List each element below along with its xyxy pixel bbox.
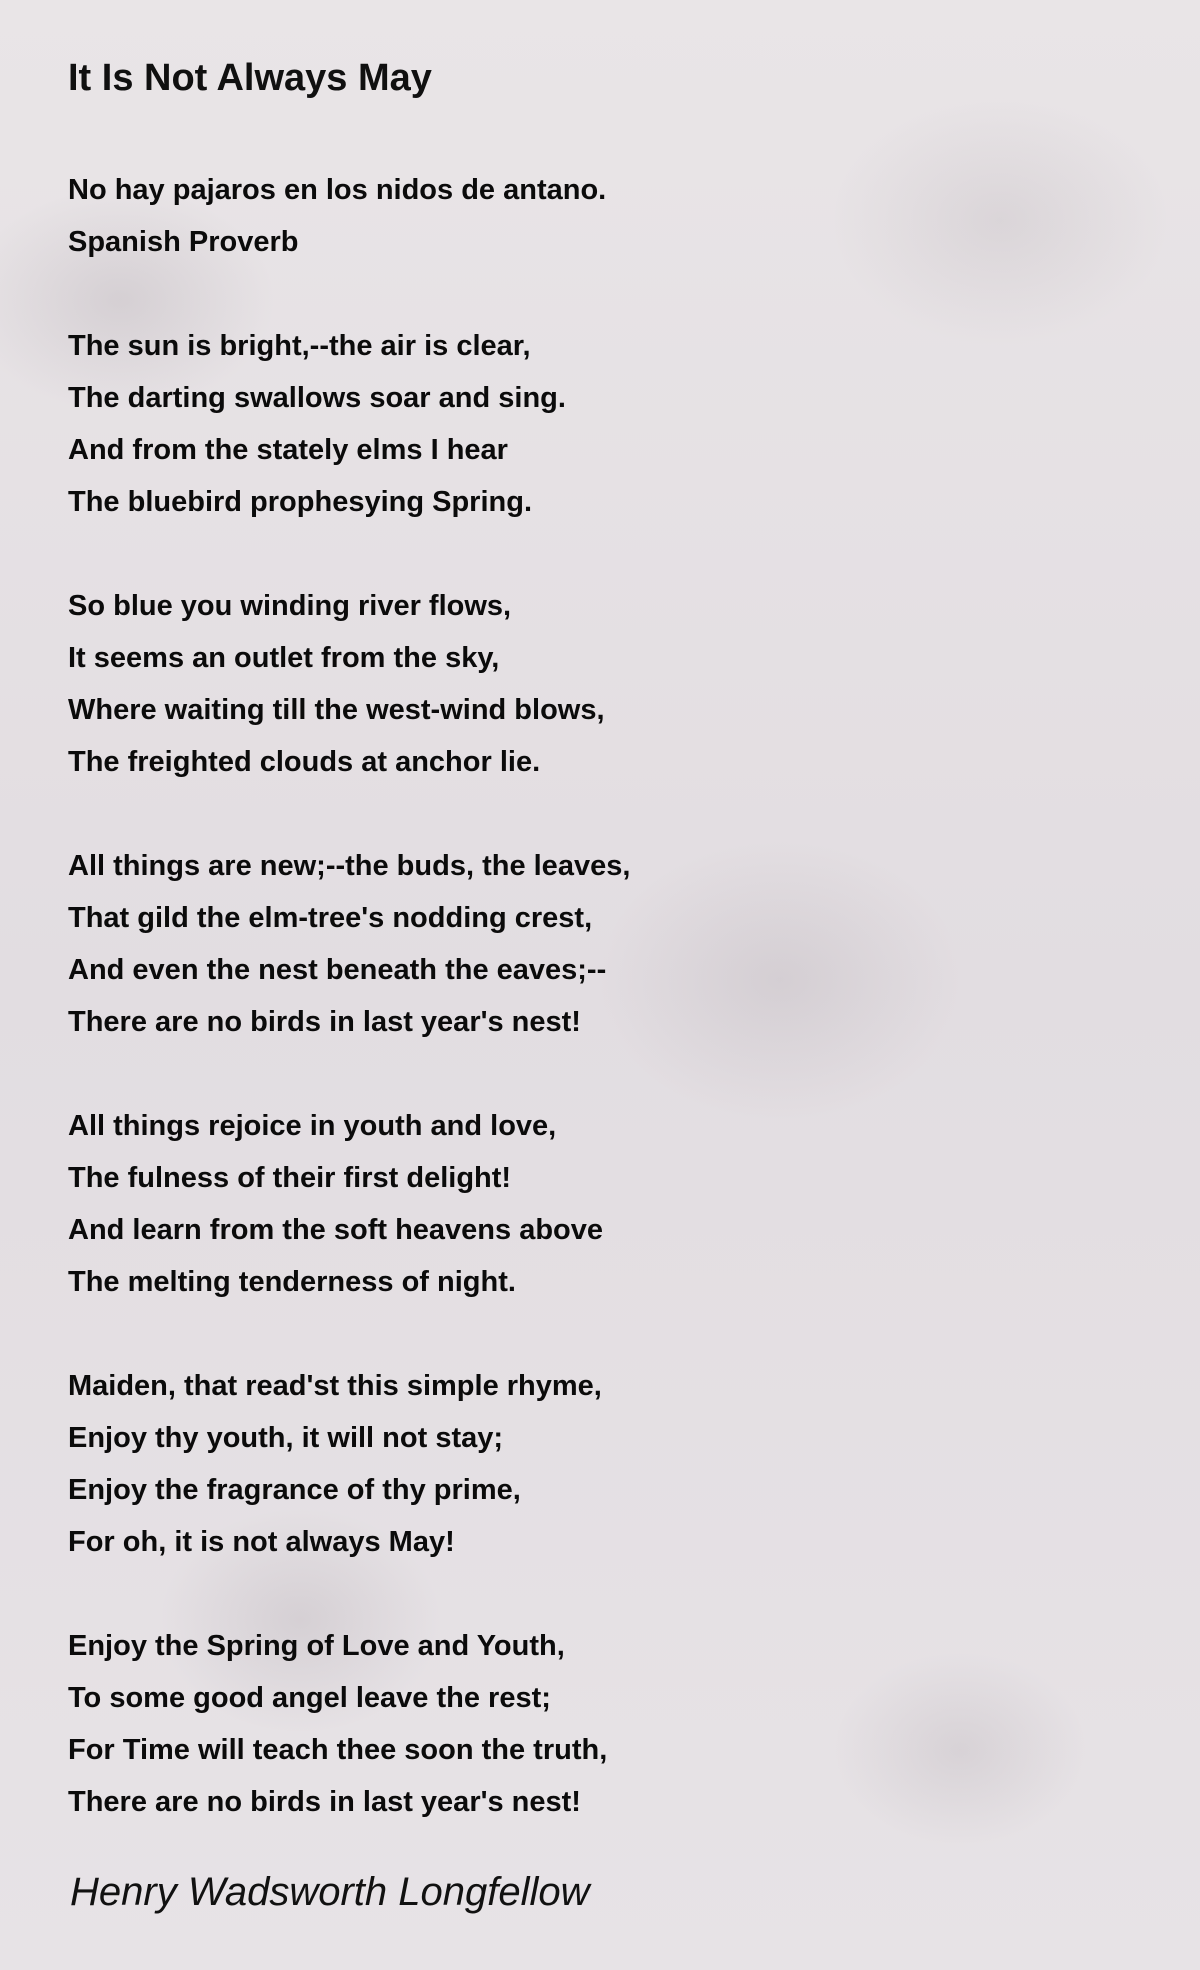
poem-line: There are no birds in last year's nest! xyxy=(68,1786,581,1818)
epigraph xyxy=(68,164,1132,268)
poem-line: The freighted clouds at anchor lie. xyxy=(68,746,541,778)
poem-line: All things rejoice in youth and love, xyxy=(68,1110,557,1142)
poem-line: There are no birds in last year's nest! xyxy=(68,1006,581,1038)
stanza-1 xyxy=(68,320,1132,528)
poem-line: Maiden, that read'st this simple rhyme, xyxy=(68,1370,602,1402)
poem-line: The sun is bright,--the air is clear, xyxy=(68,330,531,362)
poem-line: The melting tenderness of night. xyxy=(68,1266,516,1298)
epigraph-source: Spanish Proverb xyxy=(68,226,299,258)
poem-line: That gild the elm-tree's nodding crest, xyxy=(68,902,593,934)
poem-title: It Is Not Always May xyxy=(68,57,432,99)
poem-line: And from the stately elms I hear xyxy=(68,434,508,466)
poem-line: Enjoy the Spring of Love and Youth, xyxy=(68,1630,565,1662)
poem-line: And learn from the soft heavens above xyxy=(68,1214,604,1246)
epigraph-line: No hay pajaros en los nidos de antano. xyxy=(68,174,607,206)
stanza-5 xyxy=(68,1360,1132,1568)
poem-line: The bluebird prophesying Spring. xyxy=(68,486,533,518)
stanza-4 xyxy=(68,1100,1132,1308)
poem-line: Enjoy thy youth, it will not stay; xyxy=(68,1422,504,1454)
stanza-3 xyxy=(68,840,1132,1048)
poem-line: To some good angel leave the rest; xyxy=(68,1682,551,1714)
poem-line: Where waiting till the west-wind blows, xyxy=(68,694,605,726)
poem-line: The darting swallows soar and sing. xyxy=(68,382,566,414)
poem-line: All things are new;--the buds, the leaves, xyxy=(68,850,631,882)
poem-line: For oh, it is not always May! xyxy=(68,1526,455,1558)
stanza-2 xyxy=(68,580,1132,788)
poem-line: It seems an outlet from the sky, xyxy=(68,642,500,674)
poem-line: For Time will teach thee soon the truth, xyxy=(68,1734,608,1766)
poem-page xyxy=(68,48,1132,1880)
stanza-6 xyxy=(68,1620,1132,1828)
poem-body xyxy=(68,164,1132,1828)
poem-line: So blue you winding river flows, xyxy=(68,590,512,622)
poem-author: Henry Wadsworth Longfellow xyxy=(70,1870,590,1914)
poem-line: The fulness of their first delight! xyxy=(68,1162,512,1194)
poem-line: And even the nest beneath the eaves;-- xyxy=(68,954,607,986)
poem-line: Enjoy the fragrance of thy prime, xyxy=(68,1474,521,1506)
